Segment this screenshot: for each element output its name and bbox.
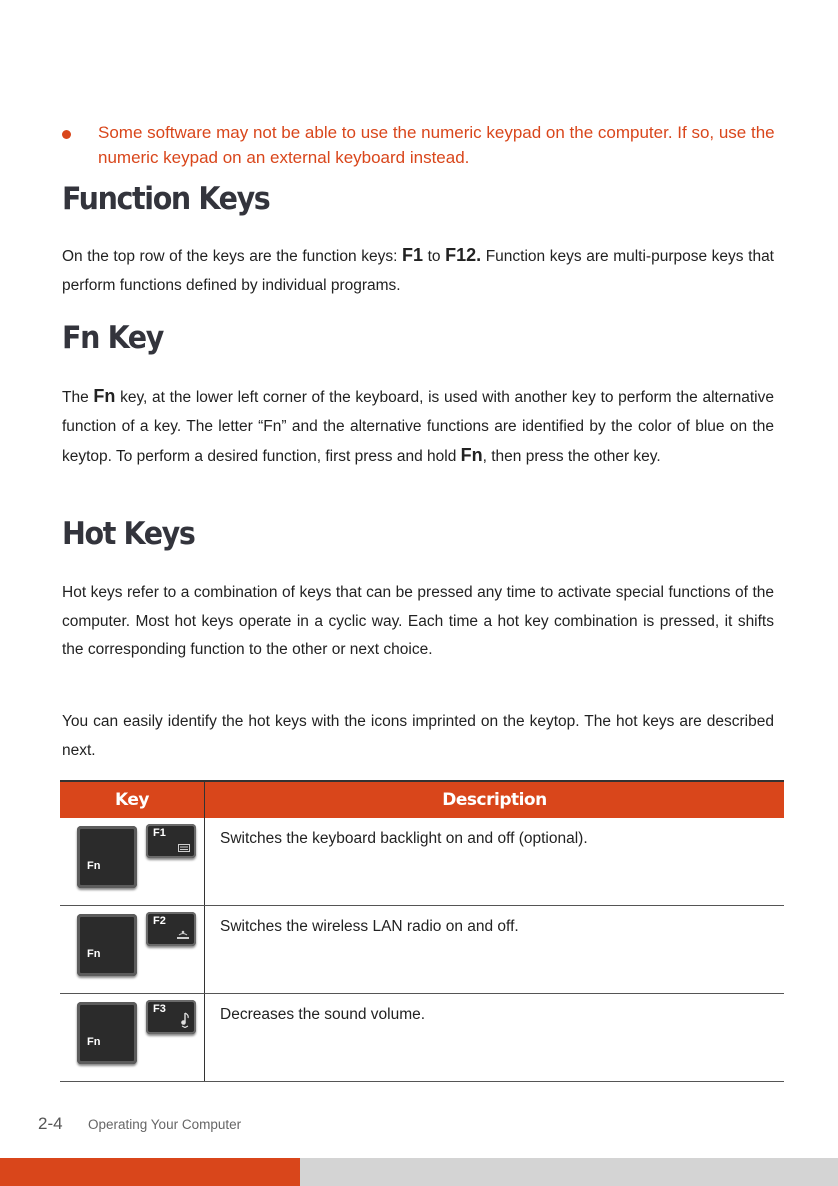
keyboard-backlight-icon <box>178 844 190 852</box>
key-combo <box>60 994 205 1082</box>
note-bullet <box>62 120 792 170</box>
fn-keycap: Fn <box>77 914 137 976</box>
f3-keycap: F3 <box>146 1000 196 1034</box>
heading-fn-key: Fn Key <box>62 320 163 356</box>
note-text: Some software may not be able to use the numeric keypad on the computer. If so, use the numeric keypad on an external keyboard instead. <box>98 123 775 167</box>
table-header-row <box>60 781 784 818</box>
key-combo <box>60 906 205 994</box>
fn-keycap: Fn <box>77 1002 137 1064</box>
row-description: Switches the wireless LAN radio on and off. <box>205 906 785 994</box>
heading-function-keys: Function Keys <box>62 181 270 217</box>
f1-keycap: F1 <box>146 824 196 858</box>
row-description: Switches the keyboard backlight on and off (optional). <box>205 818 785 906</box>
table-row <box>60 994 784 1082</box>
footer-bar-accent <box>0 1158 300 1186</box>
heading-hot-keys: Hot Keys <box>62 516 195 552</box>
volume-down-icon <box>180 1012 190 1028</box>
hot-keys-paragraph: Hot keys refer to a combination of keys that can be pressed any time to activate special functions of the computer. Most hot keys operate in a cyclic way. Each time a hot key combination is pressed, it shifts the corresponding function to the other or next choice. <box>62 584 774 658</box>
function-keys-paragraph: On the top row of the keys are the function keys: F1 to F12. Function keys are multi-purpose keys that perform functions defined by individual programs. <box>62 245 774 294</box>
header-description: Description <box>205 781 785 818</box>
bullet-dot <box>62 130 71 139</box>
table-row <box>60 906 784 994</box>
chapter-title: Operating Your Computer <box>88 1117 242 1132</box>
table-row <box>60 818 784 906</box>
page-number: 2-4 <box>38 1114 63 1133</box>
header-key: Key <box>60 781 205 818</box>
fn-label: Fn <box>93 386 116 406</box>
wireless-lan-icon <box>176 930 190 940</box>
fn-keycap: Fn <box>77 826 137 888</box>
fn-label: Fn <box>460 445 483 465</box>
key-combo <box>60 818 205 906</box>
hot-keys-paragraph-2: You can easily identify the hot keys with the icons imprinted on the keytop. The hot keys are described next. <box>62 713 774 759</box>
f2-keycap: F2 <box>146 912 196 946</box>
key-f1-label: F1 <box>401 245 423 265</box>
row-description: Decreases the sound volume. <box>205 994 785 1082</box>
fn-key-paragraph: The Fn key, at the lower left corner of the keyboard, is used with another key to perform the alternative function of a key. The letter “Fn” and the alternative functions are identified by the color of blue on the keytop. To perform a desired function, first press and hold Fn, then press the other key. <box>62 386 774 465</box>
footer-bar-gray <box>300 1158 838 1186</box>
hot-keys-table <box>60 780 784 1082</box>
key-f12-label: F12. <box>445 245 482 265</box>
